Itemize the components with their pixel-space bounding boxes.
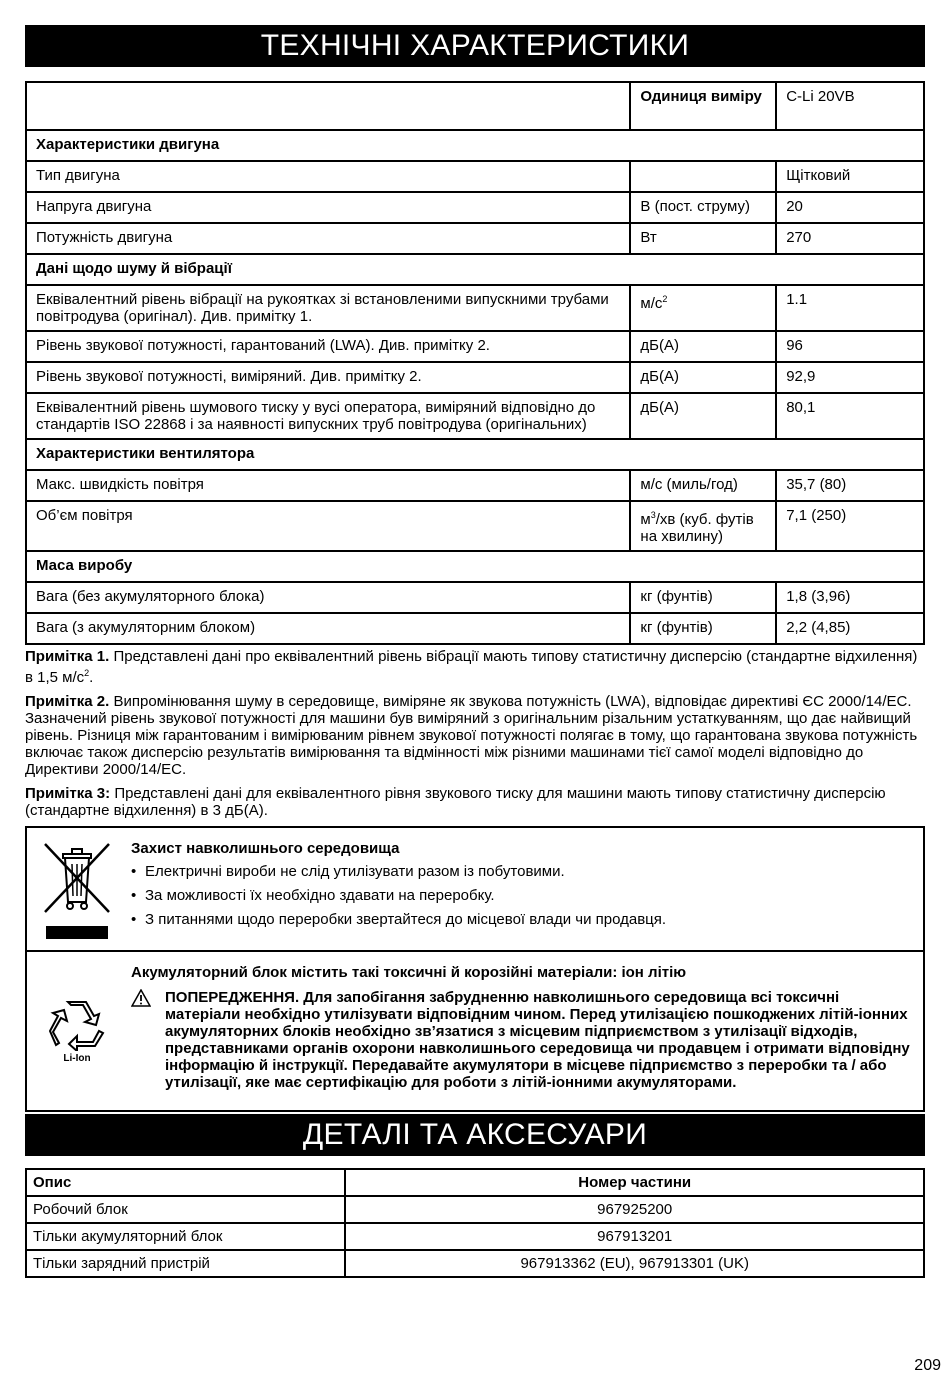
table-row bbox=[26, 285, 924, 331]
note-1-end: . bbox=[89, 669, 94, 686]
vibration-value: 1.1 bbox=[776, 285, 924, 331]
air-volume-label: Об’єм повітря bbox=[26, 501, 630, 551]
parts-section-title: ДЕТАЛІ ТА АКСЕСУАРИ bbox=[25, 1114, 925, 1156]
environment-row bbox=[27, 828, 923, 950]
weight-no-battery-unit: кг (фунтів) bbox=[630, 582, 776, 613]
notes bbox=[25, 648, 925, 819]
note-1-sup: 2 bbox=[84, 668, 90, 678]
list-item: • Електричні вироби не слід утилізувати разом із побутовими. bbox=[131, 863, 913, 880]
air-volume-unit-sup: 3 bbox=[650, 510, 656, 520]
weight-with-battery-unit: кг (фунтів) bbox=[630, 613, 776, 644]
vibration-unit bbox=[630, 285, 776, 331]
table-row bbox=[26, 393, 924, 439]
table-row bbox=[26, 1196, 924, 1223]
battery-row bbox=[27, 950, 923, 1110]
description-column-header: Опис bbox=[26, 1169, 345, 1196]
motor-type-value: Щітковий bbox=[776, 161, 924, 192]
warning-triangle-graphic bbox=[131, 989, 151, 1007]
lwa-measured-label: Рівень звукової потужності, виміряний. Див. примітку 2. bbox=[26, 362, 630, 393]
note-1-text: Представлені дані про еквівалентний рівень вібрації мають типову статистичну дисперсію (стандартне відхилення) в 1,5 м/с bbox=[25, 648, 918, 686]
recycle-graphic bbox=[49, 999, 105, 1051]
note-2-label: Примітка 2. bbox=[25, 693, 110, 710]
spec-section-title: ТЕХНІЧНІ ХАРАКТЕРИСТИКИ bbox=[25, 25, 925, 67]
part-number: 967913362 (EU), 967913301 (UK) bbox=[345, 1250, 924, 1277]
page-number: 209 bbox=[914, 1357, 941, 1374]
pressure-label: Еквівалентний рівень шумового тиску у вусі оператора, виміряний відповідно до стандартів ISO 22868 і за наявності випускних труб повітродува (оригінальних) bbox=[26, 393, 630, 439]
note-2-text: Випромінювання шуму в середовище, виміряне як звукова потужність (LWA), відповідає директиві ЄС 2000/14/ЕС. Зазначений рівень звукової потужності для машини був виміряний з оригінальним різальним устаткуванням, що дає найвищий рівень. Різниця між гарантованим і вимірюваним рівнем звукової потужності полягає в тому, що гарантована звукова потужність включає також дисперсію результатів вимірювання та відмінності між різними машинами тієї самої моделі відповідно до Директиви 2000/14/ЕС. bbox=[25, 693, 918, 778]
parts-header-row bbox=[26, 1169, 924, 1196]
unit-column-header: Одиниця виміру bbox=[630, 82, 776, 130]
table-row bbox=[26, 470, 924, 501]
motor-section-label: Характеристики двигуна bbox=[26, 130, 924, 161]
crossed-bin-graphic bbox=[41, 840, 113, 916]
air-speed-value: 35,7 (80) bbox=[776, 470, 924, 501]
air-speed-label: Макс. швидкість повітря bbox=[26, 470, 630, 501]
air-volume-unit-post: /хв (куб. футів на хвилину) bbox=[640, 511, 754, 545]
note-3-label: Примітка 3: bbox=[25, 785, 111, 802]
spec-table bbox=[25, 81, 925, 645]
note-2 bbox=[25, 693, 925, 778]
section-row bbox=[26, 551, 924, 582]
table-row bbox=[26, 501, 924, 551]
spec-header-row bbox=[26, 82, 924, 130]
motor-power-label: Потужність двигуна bbox=[26, 223, 630, 254]
fan-section-label: Характеристики вентилятора bbox=[26, 439, 924, 470]
section-row bbox=[26, 254, 924, 285]
part-number: 967913201 bbox=[345, 1223, 924, 1250]
air-volume-unit bbox=[630, 501, 776, 551]
weight-no-battery-value: 1,8 (3,96) bbox=[776, 582, 924, 613]
table-row bbox=[26, 331, 924, 362]
motor-type-unit bbox=[630, 161, 776, 192]
part-description: Робочий блок bbox=[26, 1196, 345, 1223]
environment-title: Захист навколишнього середовища bbox=[131, 840, 400, 857]
mass-section-label: Маса виробу bbox=[26, 551, 924, 582]
table-row bbox=[26, 362, 924, 393]
vibration-label: Еквівалентний рівень вібрації на рукоятках зі встановленими випускними трубами повітродува (оригінал). Див. примітку 1. bbox=[26, 285, 630, 331]
battery-title: Акумуляторний блок містить такі токсичні й корозійні матеріали: іон літію bbox=[131, 964, 687, 981]
battery-text bbox=[127, 952, 923, 1110]
parts-table bbox=[25, 1168, 925, 1278]
warning-text: ПОПЕРЕДЖЕННЯ. Для запобігання забрудненню навколишнього середовища всі токсичні матеріали необхідно утилізувати відповідним чином. Перед утилізацією пошкоджених літій-іонних акумуляторних блоків необхідно зв’язатися з місцевим підприємством з утилізації відходів, представниками органів охорони навколишнього середовища чи продавцем і отримати відповідну інформацію й інструкції. Передавайте акумулятори в місцеве підприємство з переробки та / або утилізації, яке має сертифікацію для роботи з літій-іонними акумуляторами. bbox=[165, 989, 910, 1091]
note-1 bbox=[25, 648, 925, 686]
air-volume-unit-pre: м bbox=[640, 511, 651, 528]
model-column-header: C-Li 20VB bbox=[776, 82, 924, 130]
environment-box bbox=[25, 826, 925, 1112]
lwa-measured-unit: дБ(A) bbox=[630, 362, 776, 393]
vibration-unit-sup: 2 bbox=[662, 294, 668, 304]
air-speed-unit: м/с (миль/год) bbox=[630, 470, 776, 501]
weight-with-battery-label: Вага (з акумуляторним блоком) bbox=[26, 613, 630, 644]
note-3 bbox=[25, 785, 925, 819]
motor-type-label: Тип двигуна bbox=[26, 161, 630, 192]
bin-bar bbox=[46, 926, 108, 939]
part-description: Тільки акумуляторний блок bbox=[26, 1223, 345, 1250]
table-row bbox=[26, 223, 924, 254]
air-volume-value: 7,1 (250) bbox=[776, 501, 924, 551]
vibration-unit-text: м/с bbox=[640, 295, 663, 312]
spec-header-blank bbox=[26, 82, 630, 130]
table-row bbox=[26, 613, 924, 644]
pressure-value: 80,1 bbox=[776, 393, 924, 439]
motor-voltage-value: 20 bbox=[776, 192, 924, 223]
pressure-unit: дБ(A) bbox=[630, 393, 776, 439]
part-number: 967925200 bbox=[345, 1196, 924, 1223]
list-item: • З питаннями щодо переробки звертайтеся до місцевої влади чи продавця. bbox=[131, 911, 913, 928]
crossed-bin-icon bbox=[27, 828, 127, 950]
battery-warning bbox=[131, 989, 913, 1091]
page bbox=[25, 25, 925, 1278]
part-description: Тільки зарядний пристрій bbox=[26, 1250, 345, 1277]
table-row bbox=[26, 1250, 924, 1277]
recycle-icon bbox=[27, 952, 127, 1110]
warning-triangle-icon bbox=[131, 989, 165, 1091]
environment-list bbox=[131, 863, 913, 928]
lwa-measured-value: 92,9 bbox=[776, 362, 924, 393]
motor-power-unit: Вт bbox=[630, 223, 776, 254]
weight-with-battery-value: 2,2 (4,85) bbox=[776, 613, 924, 644]
lwa-guaranteed-unit: дБ(A) bbox=[630, 331, 776, 362]
lwa-guaranteed-label: Рівень звукової потужності, гарантований (LWA). Див. примітку 2. bbox=[26, 331, 630, 362]
note-3-text: Представлені дані для еквівалентного рівня звукового тиску для машини мають типову статистичну дисперсію (стандартне відхилення) в 3 дБ(A). bbox=[25, 785, 886, 819]
section-row bbox=[26, 130, 924, 161]
list-item: • За можливості їх необхідно здавати на переробку. bbox=[131, 887, 913, 904]
motor-voltage-unit: В (пост. струму) bbox=[630, 192, 776, 223]
motor-voltage-label: Напруга двигуна bbox=[26, 192, 630, 223]
motor-power-value: 270 bbox=[776, 223, 924, 254]
lwa-guaranteed-value: 96 bbox=[776, 331, 924, 362]
section-row bbox=[26, 439, 924, 470]
table-row bbox=[26, 192, 924, 223]
environment-text bbox=[127, 828, 923, 950]
table-row bbox=[26, 161, 924, 192]
part-number-column-header: Номер частини bbox=[345, 1169, 924, 1196]
noise-section-label: Дані щодо шуму й вібрації bbox=[26, 254, 924, 285]
note-1-label: Примітка 1. bbox=[25, 648, 110, 665]
weight-no-battery-label: Вага (без акумуляторного блока) bbox=[26, 582, 630, 613]
li-ion-label: Li-Ion bbox=[63, 1052, 91, 1064]
table-row bbox=[26, 582, 924, 613]
table-row bbox=[26, 1223, 924, 1250]
